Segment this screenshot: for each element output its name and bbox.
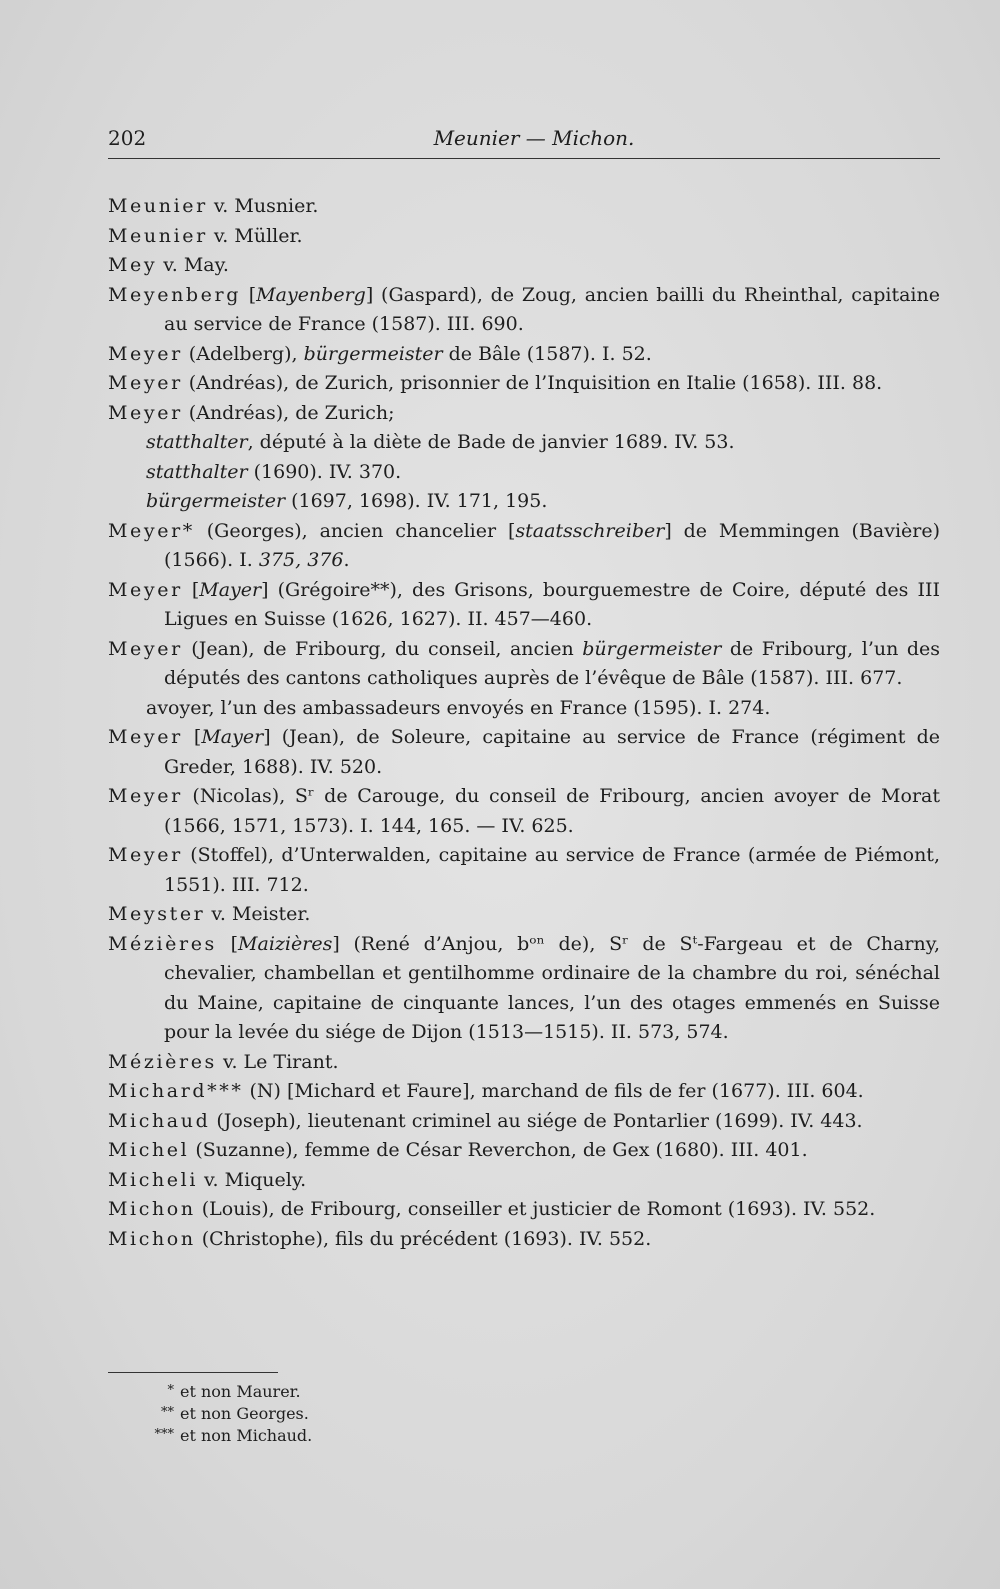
index-entry [108, 1225, 940, 1255]
index-entry [108, 369, 940, 399]
entry-text: ] de Memmingen (Bavière) (1566). I. [164, 519, 941, 571]
entry-headword: Meunier [108, 195, 208, 217]
entry-text: . [343, 549, 350, 571]
entry-text: (Georges), ancien chancelier [ [194, 519, 516, 542]
entry-text: v. Le Tirant. [216, 1050, 339, 1073]
entry-text: [ [240, 283, 257, 306]
entry-text: de Fribourg, l’un des députés des cantons catholiques auprès de l’évêque de Bâle (1587). III. 677. [164, 637, 941, 689]
index-entries [108, 192, 940, 1254]
index-entry [108, 1136, 940, 1166]
entry-text: (Suzanne), femme de César Reverchon, de Gex (1680). III. 401. [189, 1139, 808, 1161]
entry-headword: Meyer [108, 342, 183, 365]
footnote-text: et non Maurer. [180, 1382, 301, 1401]
index-entry [108, 340, 940, 370]
index-entry [108, 1107, 940, 1137]
entry-italic-term: Mayenberg [256, 283, 366, 306]
entry-text: ] (Grégoire**), des Grisons, bourguemestre de Coire, député des III Ligues en Suisse (1626, 1627). II. 457—460. [164, 578, 941, 630]
index-entry [108, 900, 940, 930]
entry-italic-term: bürgermeister [582, 637, 722, 660]
entry-headword: Mézières [108, 1050, 217, 1073]
index-subentry [108, 694, 940, 724]
entry-text: v. May. [157, 254, 229, 276]
entry-text: avoyer, l’un des ambassadeurs envoyés en France (1595). I. 274. [146, 696, 771, 719]
index-subentry [108, 428, 940, 458]
entry-text: v. Müller. [207, 224, 303, 247]
entry-headword: Meyer [108, 844, 183, 866]
entry-text: , député à la diète de Bade de janvier 1689. IV. 53. [247, 431, 735, 453]
entry-headword: Michel [108, 1139, 190, 1161]
entry-headword: Meyster [108, 903, 206, 925]
footnote-mark: * [167, 1383, 174, 1398]
footnote-text: et non Georges. [180, 1404, 309, 1423]
entry-text: (Nicolas), Sʳ de Carouge, du conseil de Fribourg, ancien avoyer de Morat (1566, 1571, 1573). I. 144, 165. — IV. 625. [164, 785, 940, 837]
running-title: Meunier — Michon. [433, 126, 635, 150]
entry-headword: Michon [108, 1227, 196, 1250]
entry-headword: Meyenberg [108, 283, 241, 306]
entry-italic-term: Maizières [238, 932, 333, 955]
entry-headword: Mézières [108, 932, 217, 955]
entry-text: (1697, 1698). IV. 171, 195. [285, 490, 548, 512]
entry-headword: Michaud [108, 1109, 211, 1132]
entry-text: ] (Jean), de Soleure, capitaine au service de France (régiment de Greder, 1688). IV. 520. [164, 726, 940, 778]
footnote-mark: *** [154, 1427, 174, 1442]
entry-italic-term: 375, 376 [258, 549, 344, 571]
entry-headword: Meyer [108, 726, 183, 748]
entry-headword: Meyer [108, 372, 183, 394]
entry-text: (Louis), de Fribourg, conseiller et justicier de Romont (1693). IV. 552. [195, 1198, 876, 1220]
index-entry [108, 222, 940, 252]
entry-text: [ [182, 726, 202, 748]
entry-headword: Meunier [108, 224, 208, 247]
entry-text: (1690). IV. 370. [247, 460, 402, 483]
entry-headword: Meyer [108, 578, 183, 601]
index-subentry [108, 487, 940, 517]
page-number: 202 [108, 126, 147, 150]
index-entry [108, 1077, 940, 1107]
entry-text: (Jean), de Fribourg, du conseil, ancien [182, 637, 583, 660]
entry-text: [ [216, 932, 239, 955]
entry-headword: Micheli [108, 1168, 199, 1191]
entry-headword: Meyer [108, 785, 183, 807]
index-entry [108, 281, 940, 340]
index-entry [108, 841, 940, 900]
footnote [140, 1402, 312, 1424]
index-entry [108, 930, 940, 1048]
entry-italic-term: bürgermeister [146, 490, 286, 512]
entry-text: (Joseph), lieutenant criminel au siége de Pontarlier (1699). IV. 443. [210, 1109, 863, 1132]
entry-italic-term: staatsschreiber [515, 519, 665, 542]
entry-text: v. Musnier. [207, 195, 319, 217]
entry-headword: Meyer* [108, 519, 195, 542]
index-entry [108, 1166, 940, 1196]
index-entry [108, 517, 940, 576]
entry-text: ] (René d’Anjou, bᵒⁿ de), Sʳ de Sᵗ-Fargeau et de Charny, chevalier, chambellan et gentilhomme ordinaire de la chambre du roi, sénéchal du Maine, capitaine de cinquante lances, l’un des otages emmenés en Suisse pour la levée du siége de Dijon (1513—1515). II. 573, 574. [164, 932, 940, 1043]
index-entry [108, 576, 940, 635]
footnote-rule [108, 1372, 278, 1373]
index-entry [108, 782, 940, 841]
entry-italic-term: Mayer [199, 578, 262, 601]
entry-italic-term: statthalter [146, 431, 248, 453]
index-entry [108, 723, 940, 782]
entry-text: (Christophe), fils du précédent (1693). IV. 552. [195, 1227, 652, 1250]
header-rule [108, 158, 940, 159]
footnote-mark: ** [161, 1405, 174, 1420]
footnotes [140, 1380, 312, 1446]
entry-text: ] (Gaspard), de Zoug, ancien bailli du Rheinthal, capitaine au service de France (1587). III. 690. [164, 283, 940, 335]
entry-italic-term: Mayer [201, 726, 264, 748]
entry-text: (Andréas), de Zurich; [182, 401, 395, 424]
entry-headword: Mey [108, 254, 158, 276]
index-entry [108, 192, 940, 222]
entry-italic-term: bürgermeister [303, 342, 443, 365]
page-header [108, 126, 940, 152]
entry-text: (Andréas), de Zurich, prisonnier de l’Inquisition en Italie (1658). III. 88. [182, 372, 883, 394]
footnote [140, 1380, 312, 1402]
entry-text: (Stoffel), d’Unterwalden, capitaine au service de France (armée de Piémont, 1551). III. 712. [164, 844, 940, 896]
index-entry [108, 1195, 940, 1225]
entry-headword: Michon [108, 1198, 196, 1220]
entry-text: v. Meister. [205, 903, 311, 925]
entry-text: [ [182, 578, 200, 601]
entry-headword: Meyer [108, 637, 183, 660]
entry-italic-term: statthalter [146, 460, 248, 483]
entry-text: (Adelberg), [182, 342, 304, 365]
index-entry [108, 1048, 940, 1078]
entry-headword: Meyer [108, 401, 183, 424]
footnote-text: et non Michaud. [180, 1426, 313, 1445]
entry-headword: Michard*** [108, 1080, 244, 1102]
entry-text: (N) [Michard et Faure], marchand de fils de fer (1677). III. 604. [243, 1080, 864, 1102]
index-entry [108, 251, 940, 281]
footnote [140, 1424, 312, 1446]
index-entry [108, 399, 940, 429]
entry-text: v. Miquely. [198, 1168, 307, 1191]
index-subentry [108, 458, 940, 488]
index-entry [108, 635, 940, 694]
entry-text: de Bâle (1587). I. 52. [442, 342, 652, 365]
